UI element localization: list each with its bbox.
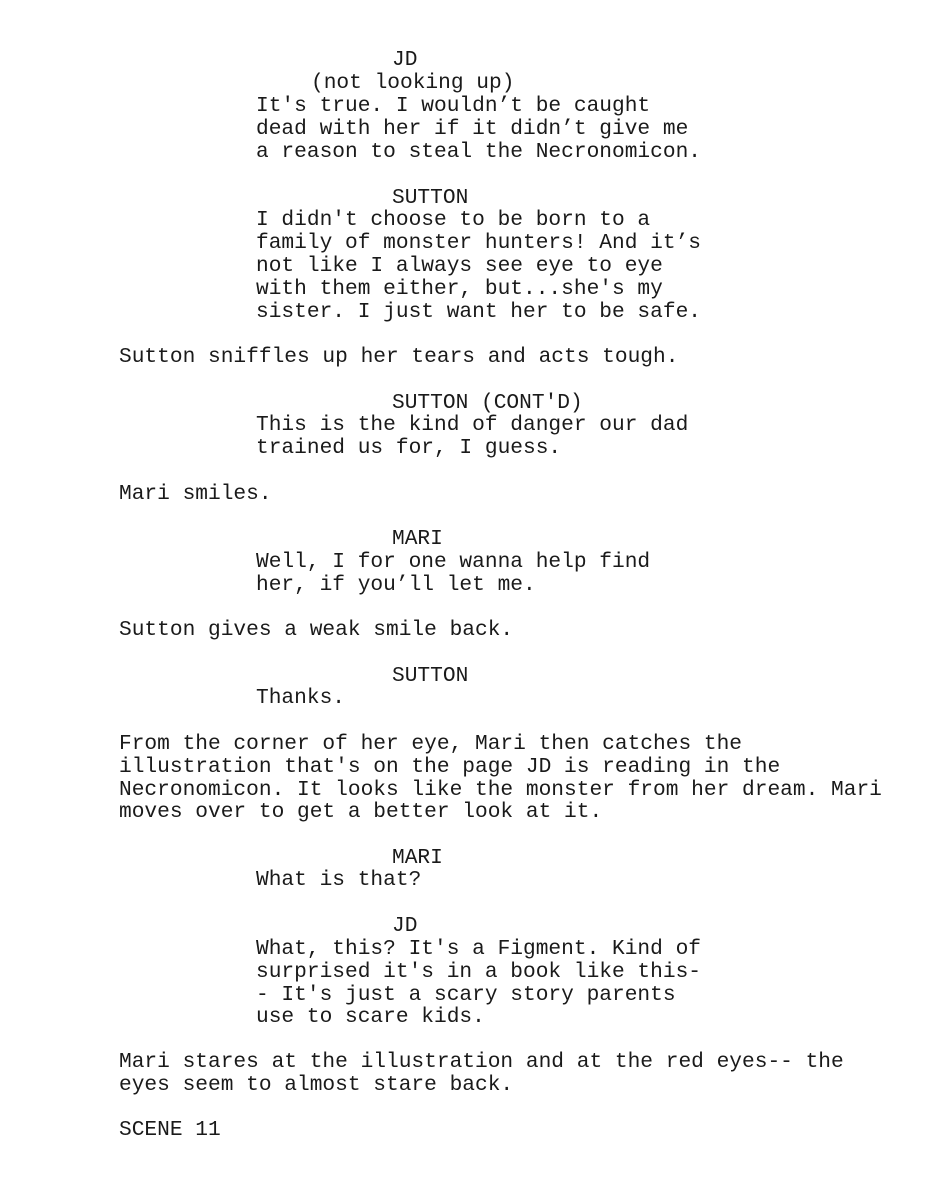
dialogue-line: What, this? It's a Figment. Kind of [256, 937, 702, 961]
dialogue-line: I didn't choose to be born to a [256, 208, 651, 232]
action-line: illustration that's on the page JD is reading in the [119, 755, 781, 779]
character-name: MARI [392, 846, 443, 870]
dialogue-line: Thanks. [256, 686, 346, 710]
action-line: Sutton gives a weak smile back. [119, 618, 514, 642]
dialogue-line: This is the kind of danger our dad [256, 413, 689, 437]
action-line: Necronomicon. It looks like the monster from her dream. Mari [119, 778, 882, 802]
action-line: From the corner of her eye, Mari then catches the [119, 732, 743, 756]
character-name: JD [392, 48, 418, 72]
dialogue-line: trained us for, I guess. [256, 436, 562, 460]
action-line: eyes seem to almost stare back. [119, 1073, 514, 1097]
character-name: SUTTON [392, 664, 469, 688]
dialogue-line: use to scare kids. [256, 1005, 485, 1029]
dialogue-line: It's true. I wouldn’t be caught [256, 94, 651, 118]
action-line: moves over to get a better look at it. [119, 800, 603, 824]
dialogue-line: not like I always see eye to eye [256, 254, 663, 278]
dialogue-line: a reason to steal the Necronomicon. [256, 140, 702, 164]
dialogue-line: her, if you’ll let me. [256, 573, 536, 597]
dialogue-line: dead with her if it didn’t give me [256, 117, 689, 141]
dialogue-line: Well, I for one wanna help find [256, 550, 651, 574]
scene-heading: SCENE 11 [119, 1118, 221, 1142]
dialogue-line: family of monster hunters! And it’s [256, 231, 702, 255]
dialogue-line: with them either, but...she's my [256, 277, 663, 301]
dialogue-line: sister. I just want her to be safe. [256, 300, 702, 324]
action-line: Sutton sniffles up her tears and acts tough. [119, 345, 679, 369]
dialogue-line: surprised it's in a book like this- [256, 960, 702, 984]
character-name: SUTTON (CONT'D) [392, 391, 583, 415]
action-line: Mari smiles. [119, 482, 272, 506]
parenthetical: (not looking up) [311, 71, 515, 95]
dialogue-line: - It's just a scary story parents [256, 983, 676, 1007]
character-name: MARI [392, 527, 443, 551]
dialogue-line: What is that? [256, 868, 422, 892]
character-name: SUTTON [392, 186, 469, 210]
character-name: JD [392, 914, 418, 938]
action-line: Mari stares at the illustration and at the red eyes-- the [119, 1050, 844, 1074]
